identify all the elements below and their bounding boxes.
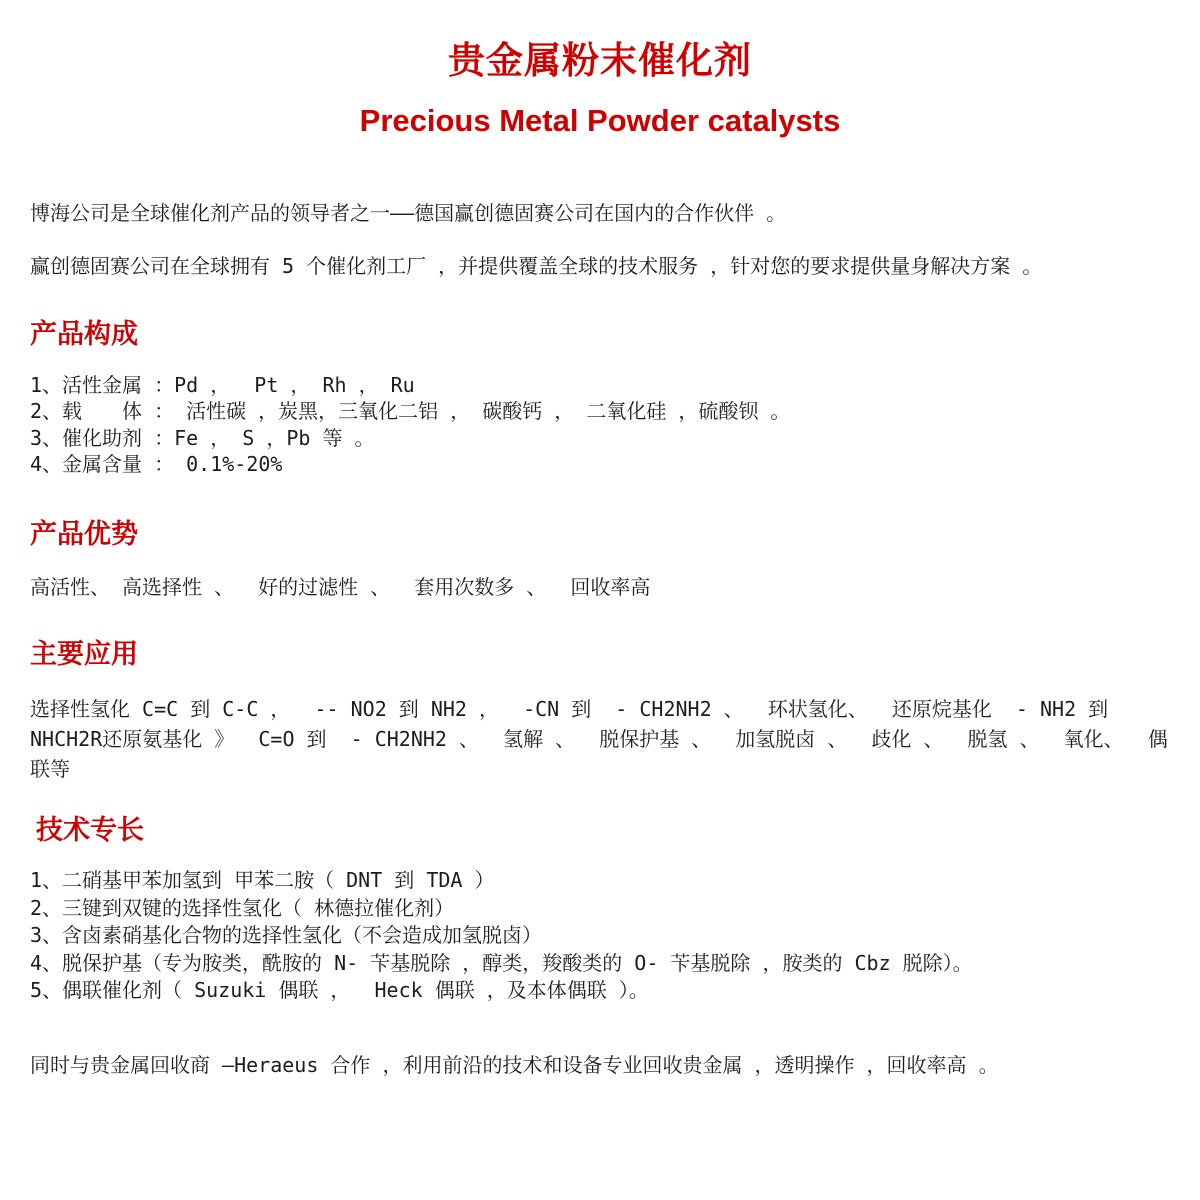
technical-expertise-list [30, 867, 1170, 1005]
expertise-item-lindlar: 2、三键到双键的选择性氢化（ 林德拉催化剂） [30, 895, 455, 920]
section-product-advantages [30, 520, 1170, 600]
product-composition-list [30, 372, 1170, 478]
footer-paragraph-heraeus: 同时与贵金属回收商 —Heraeus 合作 ，利用前沿的技术和设备专业回收贵金属 ，透明操作 ，回收率高 。 [30, 1052, 999, 1077]
page-title-chinese: 贵金属粉末催化剂 [448, 40, 752, 81]
composition-item-metal-content: 4、金属含量 ： 0.1%-20% [30, 452, 283, 477]
composition-item-promoter: 3、催化助剂 ：Fe ， S ，Pb 等 。 [30, 425, 375, 450]
section-heading-main-applications: 主要应用 [30, 639, 138, 670]
section-main-applications [30, 640, 1170, 784]
composition-item-carrier: 2、载 体 ： 活性碳 ，炭黑，三氧化二铝 ， 碳酸钙 ， 二氧化硅 ，硫酸钡 。 [30, 399, 791, 424]
page-title-english: Precious Metal Powder catalysts [359, 102, 841, 138]
composition-item-active-metal: 1、活性金属 ：Pd ， Pt ， Rh ， Ru [30, 372, 415, 397]
main-applications-list [30, 694, 1170, 784]
section-technical-expertise [30, 816, 1170, 1005]
applications-text: 选择性氢化 C=C 到 C-C ， -- NO2 到 NH2 ， -CN 到 - CH2NH2 、 环状氢化、 还原烷基化 - NH2 到 NHCH2R还原氨基化 》 C=O 到 - CH2NH2 、 氢解 、 脱保护基 、 加氢脱卤 、 歧化 、 脱氢 、 氧化、 偶联等 [30, 696, 1168, 781]
section-product-composition [30, 320, 1170, 478]
expertise-item-coupling: 5、偶联催化剂（ Suzuki 偶联 ， Heck 偶联 ，及本体偶联 ）。 [30, 978, 649, 1003]
product-advantages-list [30, 574, 1170, 601]
section-heading-technical-expertise: 技术专长 [36, 814, 144, 845]
expertise-item-dnt-tda: 1、二硝基甲苯加氢到 甲苯二胺（ DNT 到 TDA ） [30, 868, 495, 893]
intro-paragraph-evonik: 赢创德固赛公司在全球拥有 5 个催化剂工厂 ，并提供覆盖全球的技术服务 ，针对您的要求提供量身解决方案 。 [30, 254, 1043, 279]
expertise-item-halogen-nitro: 3、含卤素硝基化合物的选择性氢化（不会造成加氢脱卤） [30, 923, 543, 948]
section-heading-product-composition: 产品构成 [30, 319, 138, 350]
advantages-text: 高活性、 高选择性 、 好的过滤性 、 套用次数多 、 回收率高 [30, 574, 651, 599]
section-heading-product-advantages: 产品优势 [30, 518, 138, 549]
expertise-item-deprotection: 4、脱保护基（专为胺类，酰胺的 N- 苄基脱除 ，醇类，羧酸类的 O- 苄基脱除 ，胺类的 Cbz 脱除）。 [30, 950, 973, 975]
intro-paragraph-company: 博海公司是全球催化剂产品的领导者之一——德国赢创德固赛公司在国内的合作伙伴 。 [30, 201, 787, 226]
